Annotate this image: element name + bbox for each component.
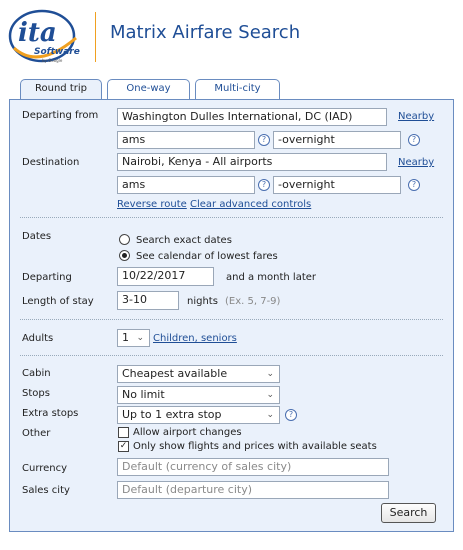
divider — [20, 217, 443, 218]
length-of-stay-input[interactable]: 3-10 — [117, 291, 179, 310]
page-title: Matrix Airfare Search — [110, 22, 301, 43]
search-exact-dates-label: Search exact dates — [136, 235, 232, 246]
divider — [20, 355, 443, 356]
currency-input[interactable]: Default (currency of sales city) — [117, 458, 389, 476]
calendar-lowest-fares-label: See calendar of lowest fares — [136, 251, 278, 262]
divider — [20, 319, 443, 320]
sales-city-input[interactable]: Default (departure city) — [117, 481, 389, 499]
help-icon[interactable]: ? — [258, 179, 270, 191]
svg-text:ita: ita — [18, 18, 57, 48]
help-icon[interactable]: ? — [285, 409, 297, 421]
cabin-label: Cabin — [22, 368, 51, 379]
departing-extension-input[interactable]: -overnight — [273, 131, 401, 149]
adults-value: 1 — [122, 331, 129, 344]
departing-from-label: Departing from — [22, 110, 99, 121]
children-seniors-link[interactable]: Children, seniors — [153, 333, 237, 344]
destination-label: Destination — [22, 157, 80, 168]
departing-nearby-link[interactable]: Nearby — [398, 111, 435, 122]
departing-routing-input[interactable]: ams — [117, 131, 255, 149]
extra-stops-label: Extra stops — [22, 408, 79, 419]
destination-nearby-link[interactable]: Nearby — [398, 157, 435, 168]
destination-input[interactable]: Nairobi, Kenya - All airports — [117, 153, 387, 171]
destination-routing-input[interactable]: ams — [117, 176, 255, 194]
adults-select[interactable] — [117, 329, 150, 347]
departing-label: Departing — [22, 272, 72, 283]
sales-city-label: Sales city — [22, 485, 70, 496]
search-button[interactable]: Search — [381, 503, 436, 523]
calendar-lowest-fares-radio[interactable] — [119, 250, 130, 261]
svg-text:by Google: by Google — [42, 58, 63, 63]
currency-label: Currency — [22, 463, 68, 474]
tab-one-way[interactable]: One-way — [107, 79, 190, 99]
chevron-down-icon: ⌄ — [136, 333, 144, 343]
extra-stops-select[interactable] — [117, 406, 280, 424]
clear-advanced-controls-link[interactable]: Clear advanced controls — [190, 199, 312, 210]
chevron-down-icon: ⌄ — [266, 410, 274, 420]
stops-select[interactable] — [117, 386, 280, 404]
dates-label: Dates — [22, 231, 52, 242]
cabin-value: Cheapest available — [122, 367, 228, 380]
extra-stops-value: Up to 1 extra stop — [122, 408, 222, 421]
svg-text:Software: Software — [34, 47, 80, 57]
help-icon[interactable]: ? — [258, 134, 270, 146]
chevron-down-icon: ⌄ — [266, 369, 274, 379]
help-icon[interactable]: ? — [408, 134, 420, 146]
allow-airport-changes-label: Allow airport changes — [133, 427, 242, 438]
chevron-down-icon: ⌄ — [266, 390, 274, 400]
length-of-stay-label: Length of stay — [22, 296, 94, 307]
length-of-stay-hint: (Ex. 5, 7-9) — [225, 296, 281, 307]
stops-value: No limit — [122, 388, 165, 401]
departing-range-text: and a month later — [226, 272, 317, 283]
departing-from-input[interactable]: Washington Dulles International, DC (IAD) — [117, 108, 387, 126]
stops-label: Stops — [22, 388, 50, 399]
nights-label: nights — [187, 296, 218, 307]
tab-multi-city[interactable]: Multi-city — [195, 79, 280, 99]
search-form-panel — [9, 99, 454, 532]
help-icon[interactable]: ? — [408, 179, 420, 191]
allow-airport-changes-checkbox[interactable] — [118, 427, 129, 438]
logo-divider — [95, 12, 96, 62]
header — [0, 0, 463, 78]
cabin-select[interactable] — [117, 365, 280, 383]
departing-date-input[interactable]: 10/22/2017 — [117, 267, 214, 286]
destination-extension-input[interactable]: -overnight — [273, 176, 401, 194]
only-available-seats-label: Only show flights and prices with available seats — [133, 441, 377, 452]
other-label: Other — [22, 428, 51, 439]
search-exact-dates-radio[interactable] — [119, 234, 130, 245]
reverse-route-link[interactable]: Reverse route — [117, 199, 187, 210]
ita-software-logo — [8, 8, 80, 68]
only-available-seats-checkbox[interactable]: ✓ — [119, 441, 128, 451]
adults-label: Adults — [22, 333, 54, 344]
tab-round-trip[interactable]: Round trip — [20, 79, 102, 100]
